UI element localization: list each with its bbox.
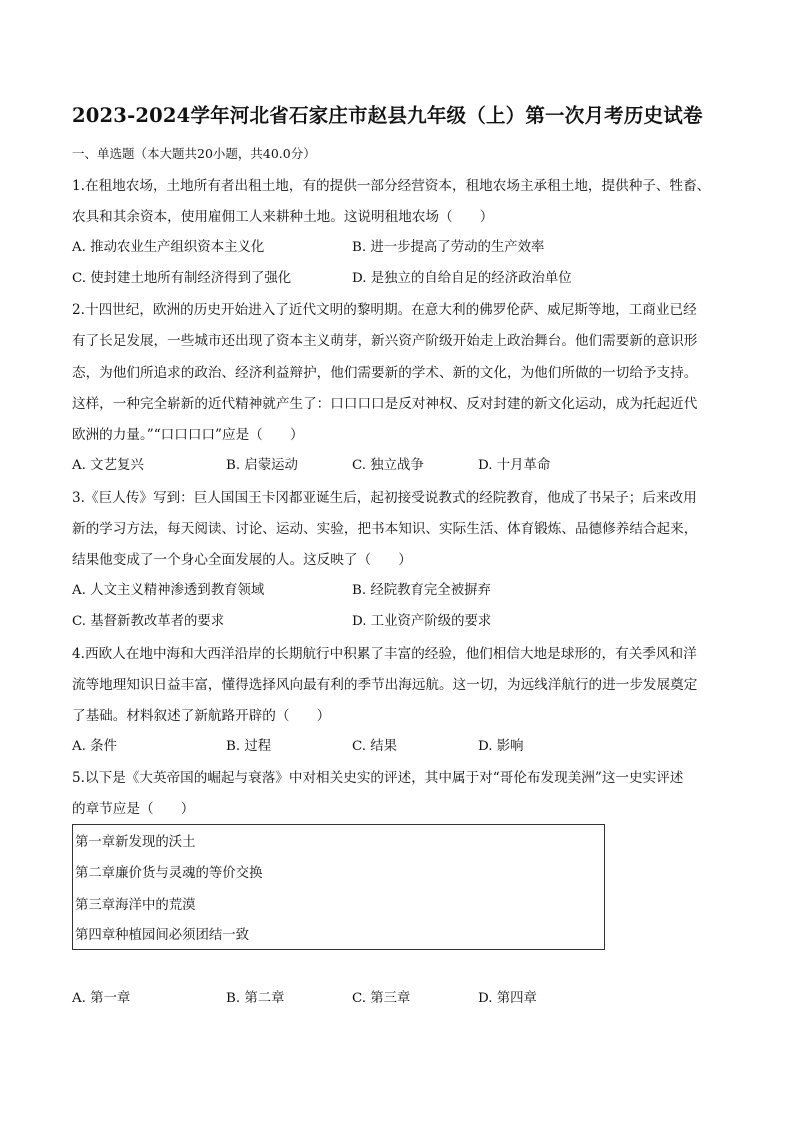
q2-option-a[interactable]: A. 文艺复兴 (72, 458, 144, 473)
q3-option-a[interactable]: A. 人文主义精神渗透到教育领域 (72, 583, 265, 598)
q3-option-c[interactable]: C. 基督新教改革者的要求 (72, 614, 225, 629)
q5-option-a[interactable]: A. 第一章 (72, 991, 131, 1006)
q4-stem-line-2: 流等地理知识日益丰富，懂得选择风向最有利的季节出海远航。这一切，为远线洋航行的进一步发展奠定 (72, 677, 698, 693)
q5-option-b[interactable]: B. 第二章 (226, 991, 285, 1006)
q4-stem-line-3: 了基础。材料叙述了新航路开辟的（ ） (72, 708, 331, 724)
q2-stem-line-2: 有了长足发展，一些城市还出现了资本主义萌芽，新兴资产阶级开始走上政治舞台。他们需要新的意识形 (72, 333, 698, 349)
q2-option-b[interactable]: B. 启蒙运动 (226, 458, 298, 473)
q4-stem-line-1: 4.西欧人在地中海和大西洋沿岸的长期航行中积累了丰富的经验，他们相信大地是球形的，有关季风和洋 (72, 646, 697, 662)
q5-option-d[interactable]: D. 第四章 (478, 991, 537, 1006)
exam-title: 2023-2024学年河北省石家庄市赵县九年级（上）第一次月考历史试卷 (72, 104, 703, 127)
chapter-4: 第四章种植园间必须团结一致 (75, 928, 250, 943)
q2-option-c[interactable]: C. 独立战争 (352, 458, 424, 473)
q3-stem-line-1: 3.《巨人传》写到：巨人国国王卡冈都亚诞生后，起初接受说教式的经院教育，他成了书呆子；后来改用 (72, 490, 697, 506)
q5-stem-line-2: 的章节应是（ ） (72, 801, 195, 817)
q1-option-d[interactable]: D. 是独立的自给自足的经济政治单位 (352, 271, 572, 286)
q3-stem-line-3: 结果他变成了一个身心全面发展的人。这反映了（ ） (72, 552, 412, 568)
q5-option-c[interactable]: C. 第三章 (352, 991, 411, 1006)
q4-option-b[interactable]: B. 过程 (226, 739, 272, 754)
q4-option-d[interactable]: D. 影响 (478, 739, 524, 754)
q1-option-b[interactable]: B. 进一步提高了劳动的生产效率 (352, 240, 545, 255)
q3-option-d[interactable]: D. 工业资产阶级的要求 (352, 614, 492, 629)
q2-stem-line-5: 欧洲的力量。”“口口口口”应是（ ） (72, 427, 304, 443)
q1-stem-line-2: 农具和其余资本，使用雇佣工人来耕种土地。这说明租地农场（ ） (72, 209, 494, 225)
q3-option-b[interactable]: B. 经院教育完全被摒弃 (352, 583, 491, 598)
chapter-list-box (72, 824, 605, 950)
q2-stem-line-3: 态，为他们所追求的政治、经济利益辩护，他们需要新的学术、新的文化，为他们所做的一切给予支持。 (72, 365, 698, 381)
q1-option-c[interactable]: C. 使封建土地所有制经济得到了强化 (72, 271, 292, 286)
q2-stem-line-4: 这样，一种完全崭新的近代精神就产生了：口口口口是反对神权、反对封建的新文化运动，成为托起近代 (72, 396, 698, 412)
q4-option-a[interactable]: A. 条件 (72, 739, 117, 754)
q2-stem-line-1: 2.十四世纪，欧洲的历史开始进入了近代文明的黎明期。在意大利的佛罗伦萨、威尼斯等地，工商业已经 (72, 302, 697, 318)
chapter-3: 第三章海洋中的荒漠 (75, 898, 196, 913)
section-heading: 一、单选题（本大题共20小题，共40.0分） (72, 146, 316, 161)
q1-stem-line-1: 1.在租地农场，土地所有者出租土地，有的提供一部分经营资本，租地农场主承租土地，提供种子、牲畜、 (72, 178, 711, 194)
q5-stem-line-1: 5.以下是《大英帝国的崛起与衰落》中对相关史实的评述，其中属于对“哥伦布发现美洲”这一史实评述 (72, 770, 684, 786)
q4-option-c[interactable]: C. 结果 (352, 739, 398, 754)
chapter-2: 第二章廉价货与灵魂的等价交换 (75, 866, 263, 881)
chapter-1: 第一章新发现的沃土 (75, 835, 196, 850)
q1-option-a[interactable]: A. 推动农业生产组织资本主义化 (72, 240, 265, 255)
q3-stem-line-2: 新的学习方法，每天阅读、讨论、运动、实验，把书本知识、实际生活、体育锻炼、品德修养结合起来， (72, 521, 698, 537)
q2-option-d[interactable]: D. 十月革命 (478, 458, 551, 473)
